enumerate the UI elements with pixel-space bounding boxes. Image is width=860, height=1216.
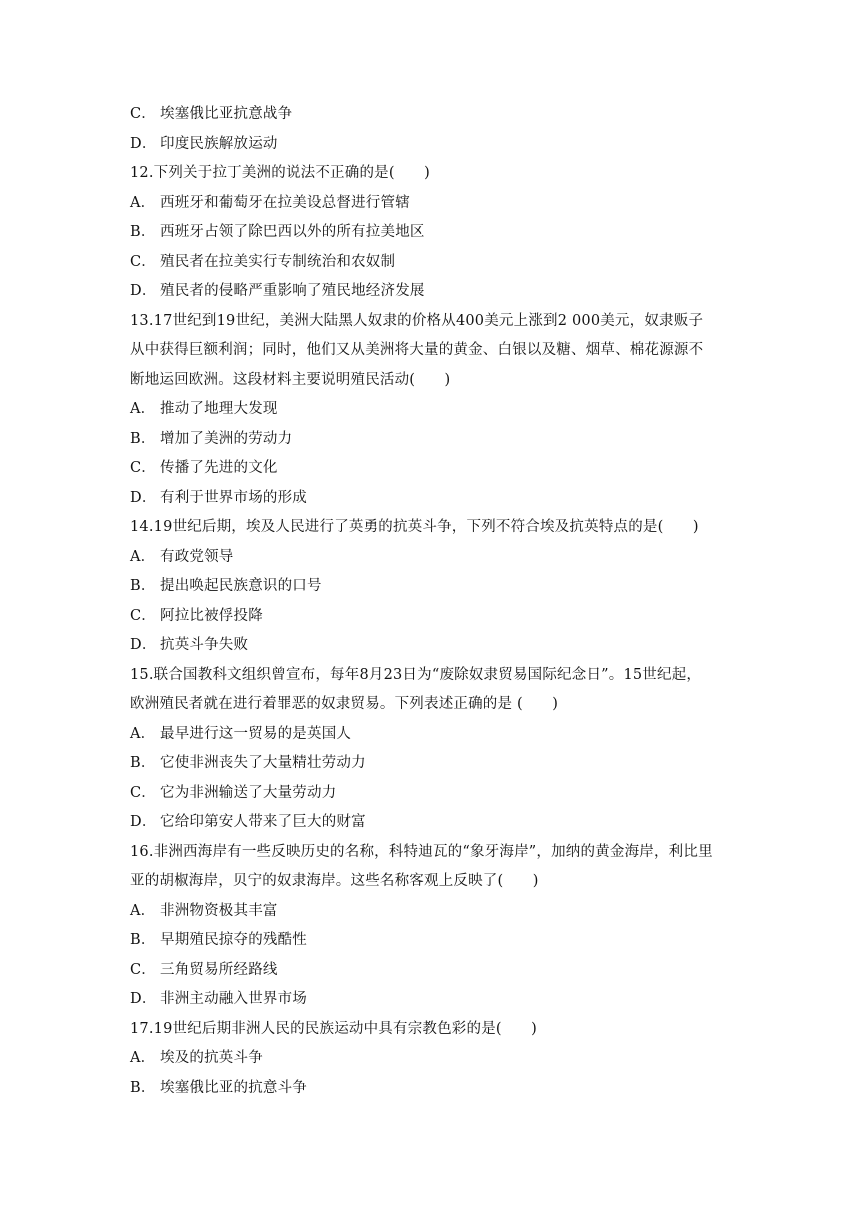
answer-option (130, 252, 730, 272)
option-letter: A． (130, 902, 156, 919)
option-letter: D． (130, 991, 157, 1007)
answer-option (130, 399, 730, 419)
answer-option (130, 960, 730, 980)
option-text: 殖民者的侵略严重影响了殖民地经济发展 (160, 283, 425, 299)
option-text: 传播了先进的文化 (160, 460, 278, 476)
option-text: 阿拉比被俘投降 (160, 607, 263, 624)
option-text: 提出唤起民族意识的口号 (160, 578, 322, 594)
option-letter: C． (130, 607, 156, 624)
option-letter: C． (130, 253, 156, 270)
answer-option (130, 606, 730, 626)
option-text: 西班牙和葡萄牙在拉美设总督进行管辖 (160, 194, 410, 211)
option-text: 它为非洲输送了大量劳动力 (160, 784, 337, 801)
answer-option (130, 783, 730, 803)
option-letter: B． (130, 1079, 156, 1096)
option-letter: D． (130, 637, 157, 653)
option-letter: A． (130, 401, 156, 417)
option-text: 有政党领导 (160, 548, 234, 565)
option-letter: B． (130, 430, 156, 447)
option-letter: B． (130, 932, 156, 948)
answer-option (130, 1048, 730, 1068)
question-text: 从中获得巨额利润；同时，他们又从美洲将大量的黄金、白银以及糖、烟草、棉花源源不 (130, 342, 704, 358)
answer-option (130, 488, 730, 508)
option-letter: C． (130, 784, 156, 801)
question-text: 12.下列关于拉丁美洲的说法不正确的是( ) (130, 165, 430, 181)
option-text: 它给印第安人带来了巨大的财富 (160, 814, 366, 830)
answer-option (130, 281, 730, 301)
option-letter: C． (130, 106, 156, 122)
option-letter: A． (130, 1050, 156, 1066)
answer-option (130, 930, 730, 950)
option-letter: D． (130, 814, 157, 830)
option-text: 三角贸易所经路线 (160, 961, 278, 978)
option-letter: D． (130, 135, 157, 152)
question-text: 亚的胡椒海岸，贝宁的奴隶海岸。这些名称客观上反映了( ) (130, 873, 539, 889)
option-text: 埃塞俄比亚抗意战争 (160, 106, 293, 122)
option-letter: D． (130, 283, 157, 299)
answer-option (130, 193, 730, 213)
answer-option (130, 104, 730, 124)
option-letter: D． (130, 489, 157, 506)
option-text: 有利于世界市场的形成 (160, 489, 307, 506)
answer-option (130, 134, 730, 154)
answer-option (130, 429, 730, 449)
option-letter: A． (130, 548, 156, 565)
option-text: 非洲物资极其丰富 (160, 902, 278, 919)
option-text: 它使非洲丧失了大量精壮劳动力 (160, 755, 366, 771)
option-text: 印度民族解放运动 (160, 135, 278, 152)
option-text: 最早进行这一贸易的是英国人 (160, 725, 352, 742)
option-letter: A． (130, 194, 156, 211)
answer-option (130, 1078, 730, 1098)
option-text: 推动了地理大发现 (160, 401, 278, 417)
option-letter: C． (130, 961, 156, 978)
answer-option (130, 901, 730, 921)
answer-option (130, 753, 730, 773)
option-text: 西班牙占领了除巴西以外的所有拉美地区 (160, 224, 425, 240)
answer-option (130, 458, 730, 478)
option-text: 殖民者在拉美实行专制统治和农奴制 (160, 253, 396, 270)
answer-option (130, 812, 730, 832)
option-letter: B． (130, 755, 156, 771)
question-text: 16.非洲西海岸有一些反映历史的名称，科特迪瓦的“象牙海岸”，加纳的黄金海岸，利比里 (130, 843, 713, 860)
option-letter: A． (130, 725, 156, 742)
option-text: 非洲主动融入世界市场 (160, 991, 307, 1007)
question-text: 15.联合国教科文组织曾宣布，每年8月23日为“废除奴隶贸易国际纪念日”。15世纪起， (130, 666, 702, 683)
question-text: 断地运回欧洲。这段材料主要说明殖民活动( ) (130, 371, 451, 388)
option-text: 早期殖民掠夺的残酷性 (160, 932, 307, 948)
answer-option (130, 547, 730, 567)
question-text: 欧洲殖民者就在进行着罪恶的奴隶贸易。下列表述正确的是 ( ) (130, 696, 559, 712)
option-text: 抗英斗争失败 (160, 637, 249, 653)
answer-option (130, 222, 730, 242)
question-text: 13.17世纪到19世纪，美洲大陆黑人奴隶的价格从400美元上涨到2 000美元，奴隶贩子 (130, 312, 704, 329)
answer-option (130, 635, 730, 655)
option-text: 埃塞俄比亚的抗意斗争 (160, 1079, 307, 1096)
question-text: 17.19世纪后期非洲人民的民族运动中具有宗教色彩的是( ) (130, 1020, 538, 1037)
answer-option (130, 724, 730, 744)
option-text: 增加了美洲的劳动力 (160, 430, 293, 447)
option-letter: B． (130, 224, 156, 240)
question-text: 14.19世纪后期，埃及人民进行了英勇的抗英斗争，下列不符合埃及抗英特点的是( ) (130, 519, 699, 535)
answer-option (130, 576, 730, 596)
option-letter: B． (130, 578, 156, 594)
option-letter: C． (130, 460, 156, 476)
answer-option (130, 989, 730, 1009)
option-text: 埃及的抗英斗争 (160, 1050, 263, 1066)
